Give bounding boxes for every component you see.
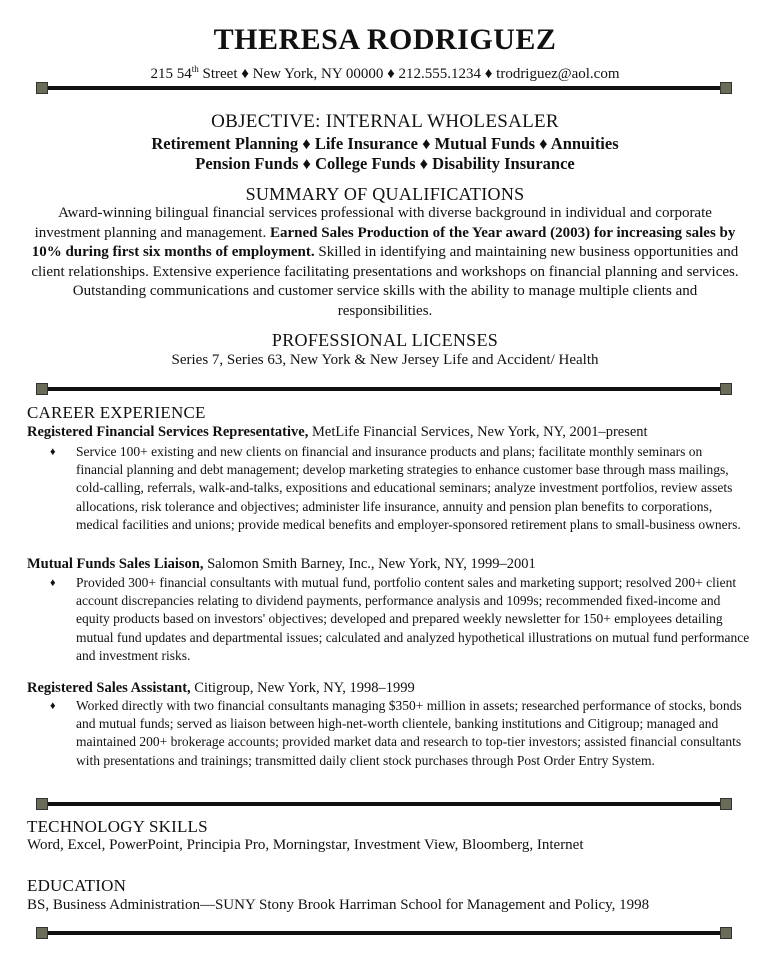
- objective-title: OBJECTIVE: INTERNAL WHOLESALER: [211, 111, 559, 132]
- candidate-name: THERESA RODRIGUEZ: [213, 23, 557, 56]
- summary-text: [28, 204, 742, 321]
- divider-rule: [36, 86, 732, 90]
- job-description-3: Worked directly with two financial consultants managing $350+ million in assets; researched performance of stocks, bonds and mutual funds; served as liaison between high-net-worth clientele, banking institutions and Citigroup; managed and maintained 200+ brokerage accounts; provided market data and research to top-tier investors; assisted financial consultants with presentations and trainings; transmitted daily client stock purchases through Post Order Entry System.: [76, 698, 742, 768]
- summary-text-part-1: Award-winning bilingual financial services professional with diverse background in individual and corporate investment planning and management.: [34, 205, 712, 241]
- education-text: BS, Business Administration—SUNY Stony Brook Harriman School for Management and Policy, 1998: [27, 897, 650, 913]
- education-title: EDUCATION: [27, 876, 127, 895]
- divider-rule: [36, 387, 732, 391]
- job-role-2: Mutual Funds Sales Liaison,: [27, 556, 204, 572]
- job-description-1: Service 100+ existing and new clients on financial and insurance products and plans; facilitate monthly seminars on financial planning and debt management; develop marketing strategies to enhance customer base through mass mailings, cold-calling, referrals, walk-and-talks, expositions and educational seminars; analyze investment portfolios, review assets allocations, risk tolerance and objectives; administer life insurance, annuity and pension plan benefits to corporations, medical facilities and unions; provide medical benefits and employer-sponsored retirement plans to small-business owners.: [76, 444, 741, 532]
- divider-square-icon: [720, 798, 732, 810]
- divider-square-icon: [36, 798, 48, 810]
- job-title-2: [27, 555, 747, 574]
- job-description-2: Provided 300+ financial consultants with mutual fund, portfolio content sales and marketing support; resolved 200+ client account discrepancies relating to dividend payments, performance analysis and 1099s; recommended fixed-income and equity products based on investors' objectives; developed and prepared weekly newsletter for 150+ employees detailing mutual fund updates and departmental issues; calculated and analyzed hypothetical illustrations on mutual fund performance and investment risks.: [76, 575, 750, 663]
- objective-areas-line-2: Pension Funds ♦ College Funds ♦ Disability Insurance: [195, 154, 575, 173]
- contact-line: [0, 59, 770, 84]
- technology-text: Word, Excel, PowerPoint, Principia Pro, Morningstar, Investment View, Bloomberg, Internet: [27, 837, 584, 853]
- job-org-2: Salomon Smith Barney, Inc., New York, NY, 1999–2001: [203, 556, 536, 572]
- address-ordinal: th: [191, 64, 199, 74]
- divider-square-icon: [36, 383, 48, 395]
- divider-square-icon: [720, 927, 732, 939]
- job-title-3: [27, 679, 747, 698]
- divider-square-icon: [720, 383, 732, 395]
- licenses-title: PROFESSIONAL LICENSES: [271, 330, 499, 350]
- licenses-text: Series 7, Series 63, New York & New Jersey Life and Accident/ Health: [171, 352, 599, 368]
- technology-title: TECHNOLOGY SKILLS: [27, 817, 208, 836]
- summary-text-part-2: Skilled in identifying and maintaining new business opportunities and client relationships. Extensive experience facilitating presentations and workshops on financial planning and services. Outstanding communications and customer service skills with the ability to manage multiple clients and responsibilities.: [31, 244, 739, 319]
- bullet-icon: ♦: [50, 446, 56, 458]
- objective-areas-line-1: Retirement Planning ♦ Life Insurance ♦ Mutual Funds ♦ Annuities: [151, 134, 619, 153]
- summary-title: SUMMARY OF QUALIFICATIONS: [245, 184, 525, 204]
- job-title-1: [27, 423, 747, 442]
- divider-square-icon: [36, 927, 48, 939]
- divider-rule: [36, 802, 732, 806]
- job-org-1: MetLife Financial Services, New York, NY, 2001–present: [308, 424, 648, 440]
- job-role-3: Registered Sales Assistant,: [27, 680, 191, 696]
- divider-square-icon: [36, 82, 48, 94]
- bullet-icon: ♦: [50, 700, 56, 712]
- divider-square-icon: [720, 82, 732, 94]
- bullet-icon: ♦: [50, 577, 56, 589]
- career-title: CAREER EXPERIENCE: [27, 403, 206, 422]
- divider-rule: [36, 931, 732, 935]
- summary-award-highlight: Earned Sales Production of the Year award (2003) for increasing sales by 10% during first six months of employment.: [31, 224, 736, 260]
- job-role-1: Registered Financial Services Representative,: [27, 424, 309, 440]
- address-rest: Street ♦ New York, NY 00000 ♦ 212.555.1234 ♦ trodriguez@aol.com: [198, 66, 620, 82]
- address-start: 215 54: [150, 66, 192, 82]
- job-org-3: Citigroup, New York, NY, 1998–1999: [190, 680, 415, 696]
